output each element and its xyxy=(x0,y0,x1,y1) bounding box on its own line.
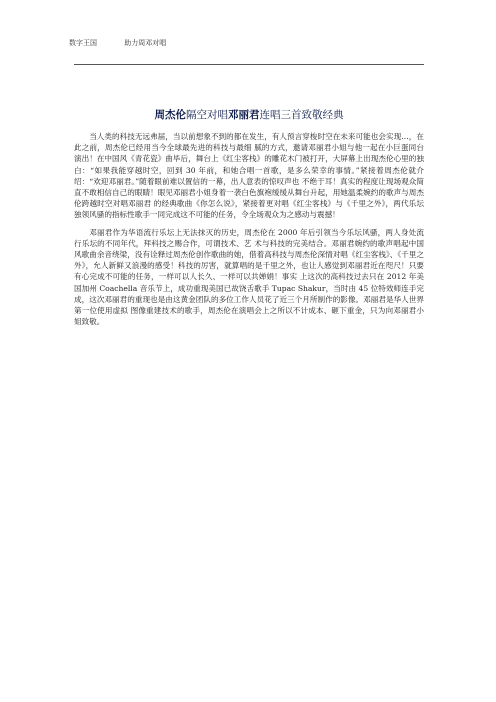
page-header xyxy=(69,38,429,52)
title-name-teresa-teng: 邓丽君 xyxy=(228,109,260,121)
article-title xyxy=(74,108,424,122)
header-site-name: 数字王国 xyxy=(69,39,97,47)
article-paragraph-1: 当人类的科技无远弗届，当以前想象不到的都在发生，有人预言穿梭时空在未来可能也会实现…，在此之前，周杰伦已经用当今全球最先进的科技与最细 腻的方式，邀请邓丽君小姐与他一起在小巨蛋同台演出！在中国风《青花瓷》曲毕后，舞台上《红尘客栈》的雕花木门被打开，大屏幕上出现杰伦心里的独白：“如果我能穿越时空，回到 30 年前，和她合唱一首歌，是多么荣幸的事情。”紧接着周杰伦就介绍：“欢迎邓丽君。”随着眼前难以置信的一幕，出人意表的惊叹声也 不绝于耳！真实的程度让现场观众简直不敢相信自己的眼睛！眼见邓丽君小姐身着一袭白色旗袍缓缓从舞台升起，用她温柔婉约的歌声与周杰伦跨越时空对唱邓丽君 的经典歌曲《你怎么说》，紧接着更对唱《红尘客栈》与《千里之外》，两代乐坛独领风骚的指标性歌手一同完成这不可能的任务，令全场观众为之感动与震撼！ xyxy=(74,132,424,220)
header-section-title: 助力周邓对唱 xyxy=(124,39,167,47)
title-text-1: 隔空对唱 xyxy=(186,109,228,121)
article-paragraph-2: 邓丽君作为华语流行乐坛上无法抹灭的历史，周杰伦在 2000 年后引领当今乐坛风骚，两人身处流行乐坛的不同年代，拜科技之赐合作，可谓技术、艺 术与科技的完美结合。邓丽君婉约的歌声唱起中国风歌曲余音绕梁，没有诠释过周杰伦创作歌曲的她，借着高科技与周杰伦深情对唱《红尘客栈》、《千里之外》，允人新鲜又浪漫的感受！科技的厉害，就算唱的是千里之外，也让人感觉到邓丽君近在咫尺！只要有心完成不可能的任务，一样可以人长久、一样可以共婵娟！事实 上这次的高科技过去只在 2012 年美国加州 Coachella 音乐节上，成功重现美国已故饶舌歌手 Tupac Shakur，当时由 45 位特效师连手完成，这次邓丽君的重现也是由这黄金团队的多位工作人员花了近三个月所制作的影像。邓丽君是华人世界第一位使用虚拟 图像重建技术的歌手，周杰伦在演唱会上之所以不计成本、砸下重金，只为向邓丽君小姐致敬。 xyxy=(74,227,424,327)
title-name-jay-chou: 周杰伦 xyxy=(154,109,186,121)
header-divider xyxy=(74,64,424,65)
article xyxy=(74,108,424,333)
title-text-2: 连唱三首致敬经典 xyxy=(259,109,344,121)
